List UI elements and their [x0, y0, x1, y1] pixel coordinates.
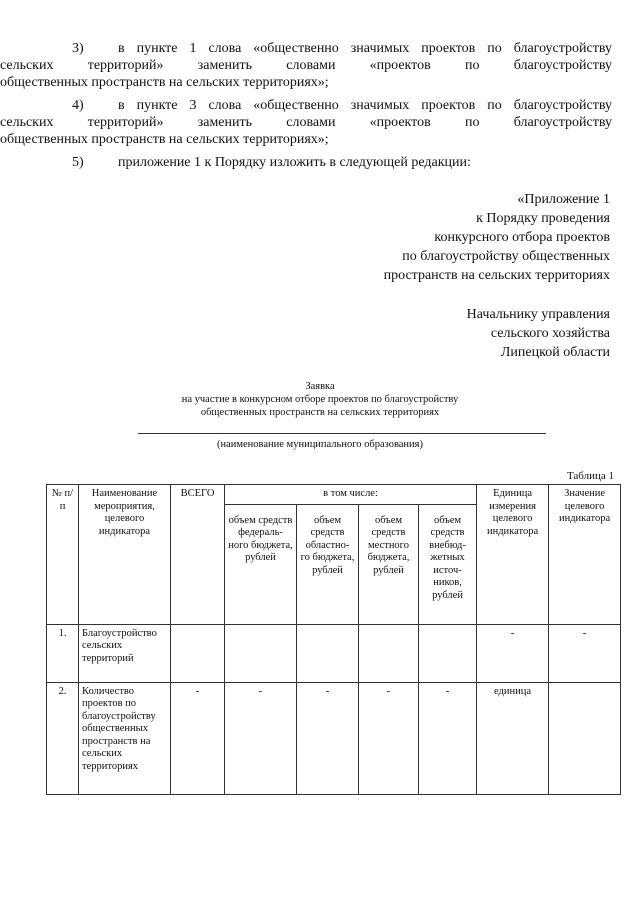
- annex-line: к Порядку проведения: [476, 211, 610, 226]
- item-5: [72, 154, 612, 171]
- application-heading: [0, 380, 640, 419]
- cell-extrabudget: -: [419, 682, 477, 794]
- application-subtitle: общественных пространств на сельских территориях: [200, 407, 440, 418]
- header-federal: объем средств федераль- ного бюджета, рублей: [225, 504, 297, 624]
- table-label: Таблица 1: [566, 470, 614, 482]
- municipality-underline: [138, 433, 546, 434]
- header-total: ВСЕГО: [171, 485, 225, 625]
- annex-line: пространств на сельских территориях: [383, 268, 610, 283]
- cell-unit: единица: [477, 682, 549, 794]
- item-line: в пункте 3 слова «общественно значимых проектов по благоустройству: [118, 98, 612, 113]
- header-local: объем средств местного бюджета, рублей: [359, 504, 419, 624]
- item-4: [0, 97, 612, 148]
- header-including: в том числе:: [225, 485, 477, 505]
- addressee-block: [467, 305, 610, 362]
- header-value: Значение целевого индикатора: [549, 485, 621, 625]
- item-line: общественных пространств на сельских территориях»;: [0, 75, 329, 90]
- header-name: Наименование мероприятия, целевого индикатора: [79, 485, 171, 625]
- application-table: [46, 484, 621, 795]
- item-number: 3): [72, 41, 84, 56]
- addressee-line: Начальнику управления: [466, 307, 610, 322]
- cell-name: Количество проектов по благоустройству общественных пространств на сельских территориях: [79, 682, 171, 794]
- cell-local: -: [359, 682, 419, 794]
- cell-total: [171, 624, 225, 682]
- header-num: № п/п: [47, 485, 79, 625]
- annex-line: конкурсного отбора проектов: [434, 230, 610, 245]
- table-row: [47, 624, 621, 682]
- header-regional: объем средств областно- го бюджета, рублей: [297, 504, 359, 624]
- annex-line: «Приложение 1: [517, 192, 610, 207]
- cell-num: 1.: [47, 624, 79, 682]
- cell-unit: -: [477, 624, 549, 682]
- cell-num: 2.: [47, 682, 79, 794]
- cell-value: -: [549, 624, 621, 682]
- cell-value: [549, 682, 621, 794]
- application-subtitle: на участие в конкурсном отборе проектов по благоустройству: [181, 394, 459, 405]
- annex-line: по благоустройству общественных: [402, 249, 610, 264]
- item-number: 4): [72, 98, 84, 113]
- application-title: Заявка: [305, 381, 335, 392]
- cell-regional: -: [297, 682, 359, 794]
- annex-block: [384, 190, 610, 285]
- header-extrabudget: объем средств внебюд- жетных источ- ников, рублей: [419, 504, 477, 624]
- item-line: сельских территорий» заменить словами «проектов по благоустройству: [0, 115, 612, 130]
- table-row: [47, 682, 621, 794]
- header-unit: Единица измерения целевого индикатора: [477, 485, 549, 625]
- item-number: 5): [72, 155, 84, 170]
- addressee-line: сельского хозяйства: [490, 326, 610, 341]
- item-3: [0, 40, 612, 91]
- item-line: в пункте 1 слова «общественно значимых проектов по благоустройству: [118, 41, 612, 56]
- cell-local: [359, 624, 419, 682]
- addressee-line: Липецкой области: [500, 345, 610, 360]
- item-line: общественных пространств на сельских территориях»;: [0, 132, 329, 147]
- item-line: приложение 1 к Порядку изложить в следующей редакции:: [118, 155, 471, 170]
- cell-regional: [297, 624, 359, 682]
- municipality-caption: (наименование муниципального образования): [216, 439, 424, 450]
- item-line: сельских территорий» заменить словами «проектов по благоустройству: [0, 58, 612, 73]
- table-header-row: [47, 485, 621, 505]
- cell-total: -: [171, 682, 225, 794]
- cell-federal: -: [225, 682, 297, 794]
- cell-extrabudget: [419, 624, 477, 682]
- cell-federal: [225, 624, 297, 682]
- cell-name: Благоустройство сельских территорий: [79, 624, 171, 682]
